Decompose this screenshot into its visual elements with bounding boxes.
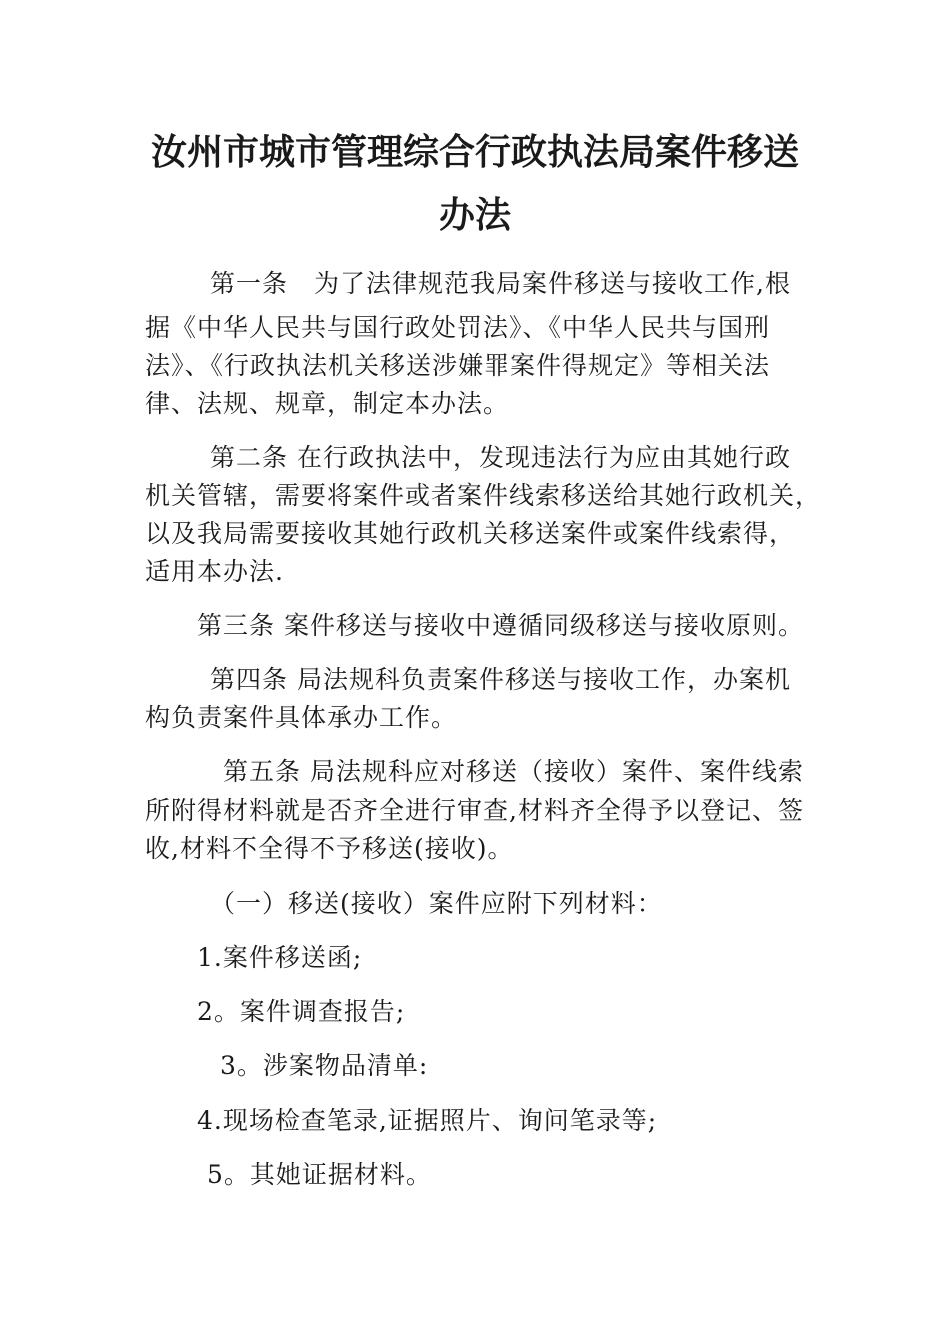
paragraph-line: 法》、《行政执法机关移送涉嫌罪案件得规定》等相关法 [145,351,771,380]
list-item: 2。案件调查报告; [197,997,406,1026]
paragraph-line: 所附得材料就是否齐全进行审查,材料齐全得予以登记、签 [145,796,804,825]
paragraph-line: 第一条 为了法律规范我局案件移送与接收工作,根 [210,269,791,298]
paragraph-line: 收,材料不全得不予移送(接收)。 [145,834,514,863]
section-heading: （一）移送(接收）案件应附下列材料： [210,889,663,918]
paragraph-line: 第五条 局法规科应对移送（接收）案件、案件线索 [223,757,804,786]
title-line-2: 办法 [438,194,511,236]
paragraph-line: 适用本办法. [145,557,284,586]
list-item: 3。涉案物品清单: [220,1051,429,1080]
paragraph-line: 据《中华人民共与国行政处罚法》、《中华人民共与国刑 [145,313,771,342]
list-item: 4.现场检查笔录,证据照片、询问笔录等; [197,1106,658,1135]
paragraph-line: 第三条 案件移送与接收中遵循同级移送与接收原则。 [197,611,804,640]
paragraph-line: 机关管辖，需要将案件或者案件线索移送给其她行政机关， [145,481,822,510]
title-line-1: 汝州市城市管理综合行政执法局案件移送 [150,131,799,173]
paragraph-line: 以及我局需要接收其她行政机关移送案件或案件线索得， [145,519,796,548]
paragraph-line: 构负责案件具体承办工作。 [145,703,458,732]
list-item: 1.案件移送函; [197,943,363,972]
paragraph-line: 律、法规、规章，制定本办法。 [145,389,510,418]
list-item: 5。其她证据材料。 [207,1160,432,1189]
paragraph-line: 第四条 局法规科负责案件移送与接收工作，办案机 [210,665,791,694]
paragraph-line: 第二条 在行政执法中，发现违法行为应由其她行政 [210,443,791,472]
